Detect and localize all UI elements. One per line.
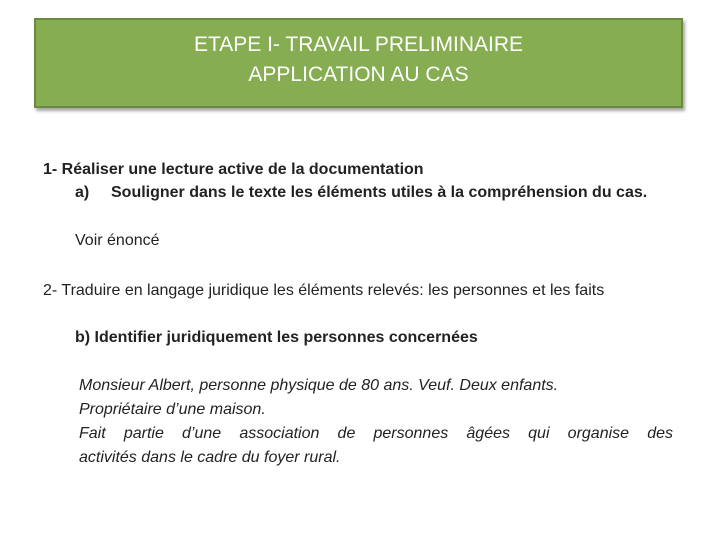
title-line-1: ETAPE I- TRAVAIL PRELIMINAIRE	[193, 33, 524, 56]
title-line-2: APPLICATION AU CAS	[248, 63, 469, 86]
section-1-note: Voir énoncé	[75, 232, 160, 249]
case-line-4: activités dans le cadre du foyer rural.	[79, 449, 341, 466]
section-2-item-b: b) Identifier juridiquement les personnes concernées	[75, 329, 478, 346]
case-description	[79, 374, 673, 470]
section-1-heading: 1- Réaliser une lecture active de la documentation	[43, 161, 424, 178]
section-2-heading: 2- Traduire en langage juridique les éléments relevés: les personnes et les faits	[43, 282, 605, 299]
item-a-marker: a)	[75, 184, 90, 201]
item-a-text: Souligner dans le texte les éléments utiles à la compréhension du cas.	[111, 184, 648, 201]
case-line-1: Monsieur Albert, personne physique de 80 ans. Veuf. Deux enfants.	[79, 377, 559, 394]
case-line-3: Fait partie d’une association de personnes âgées qui organise des	[79, 425, 673, 442]
title-banner	[34, 18, 683, 108]
case-line-2: Propriétaire d’une maison.	[79, 401, 266, 418]
